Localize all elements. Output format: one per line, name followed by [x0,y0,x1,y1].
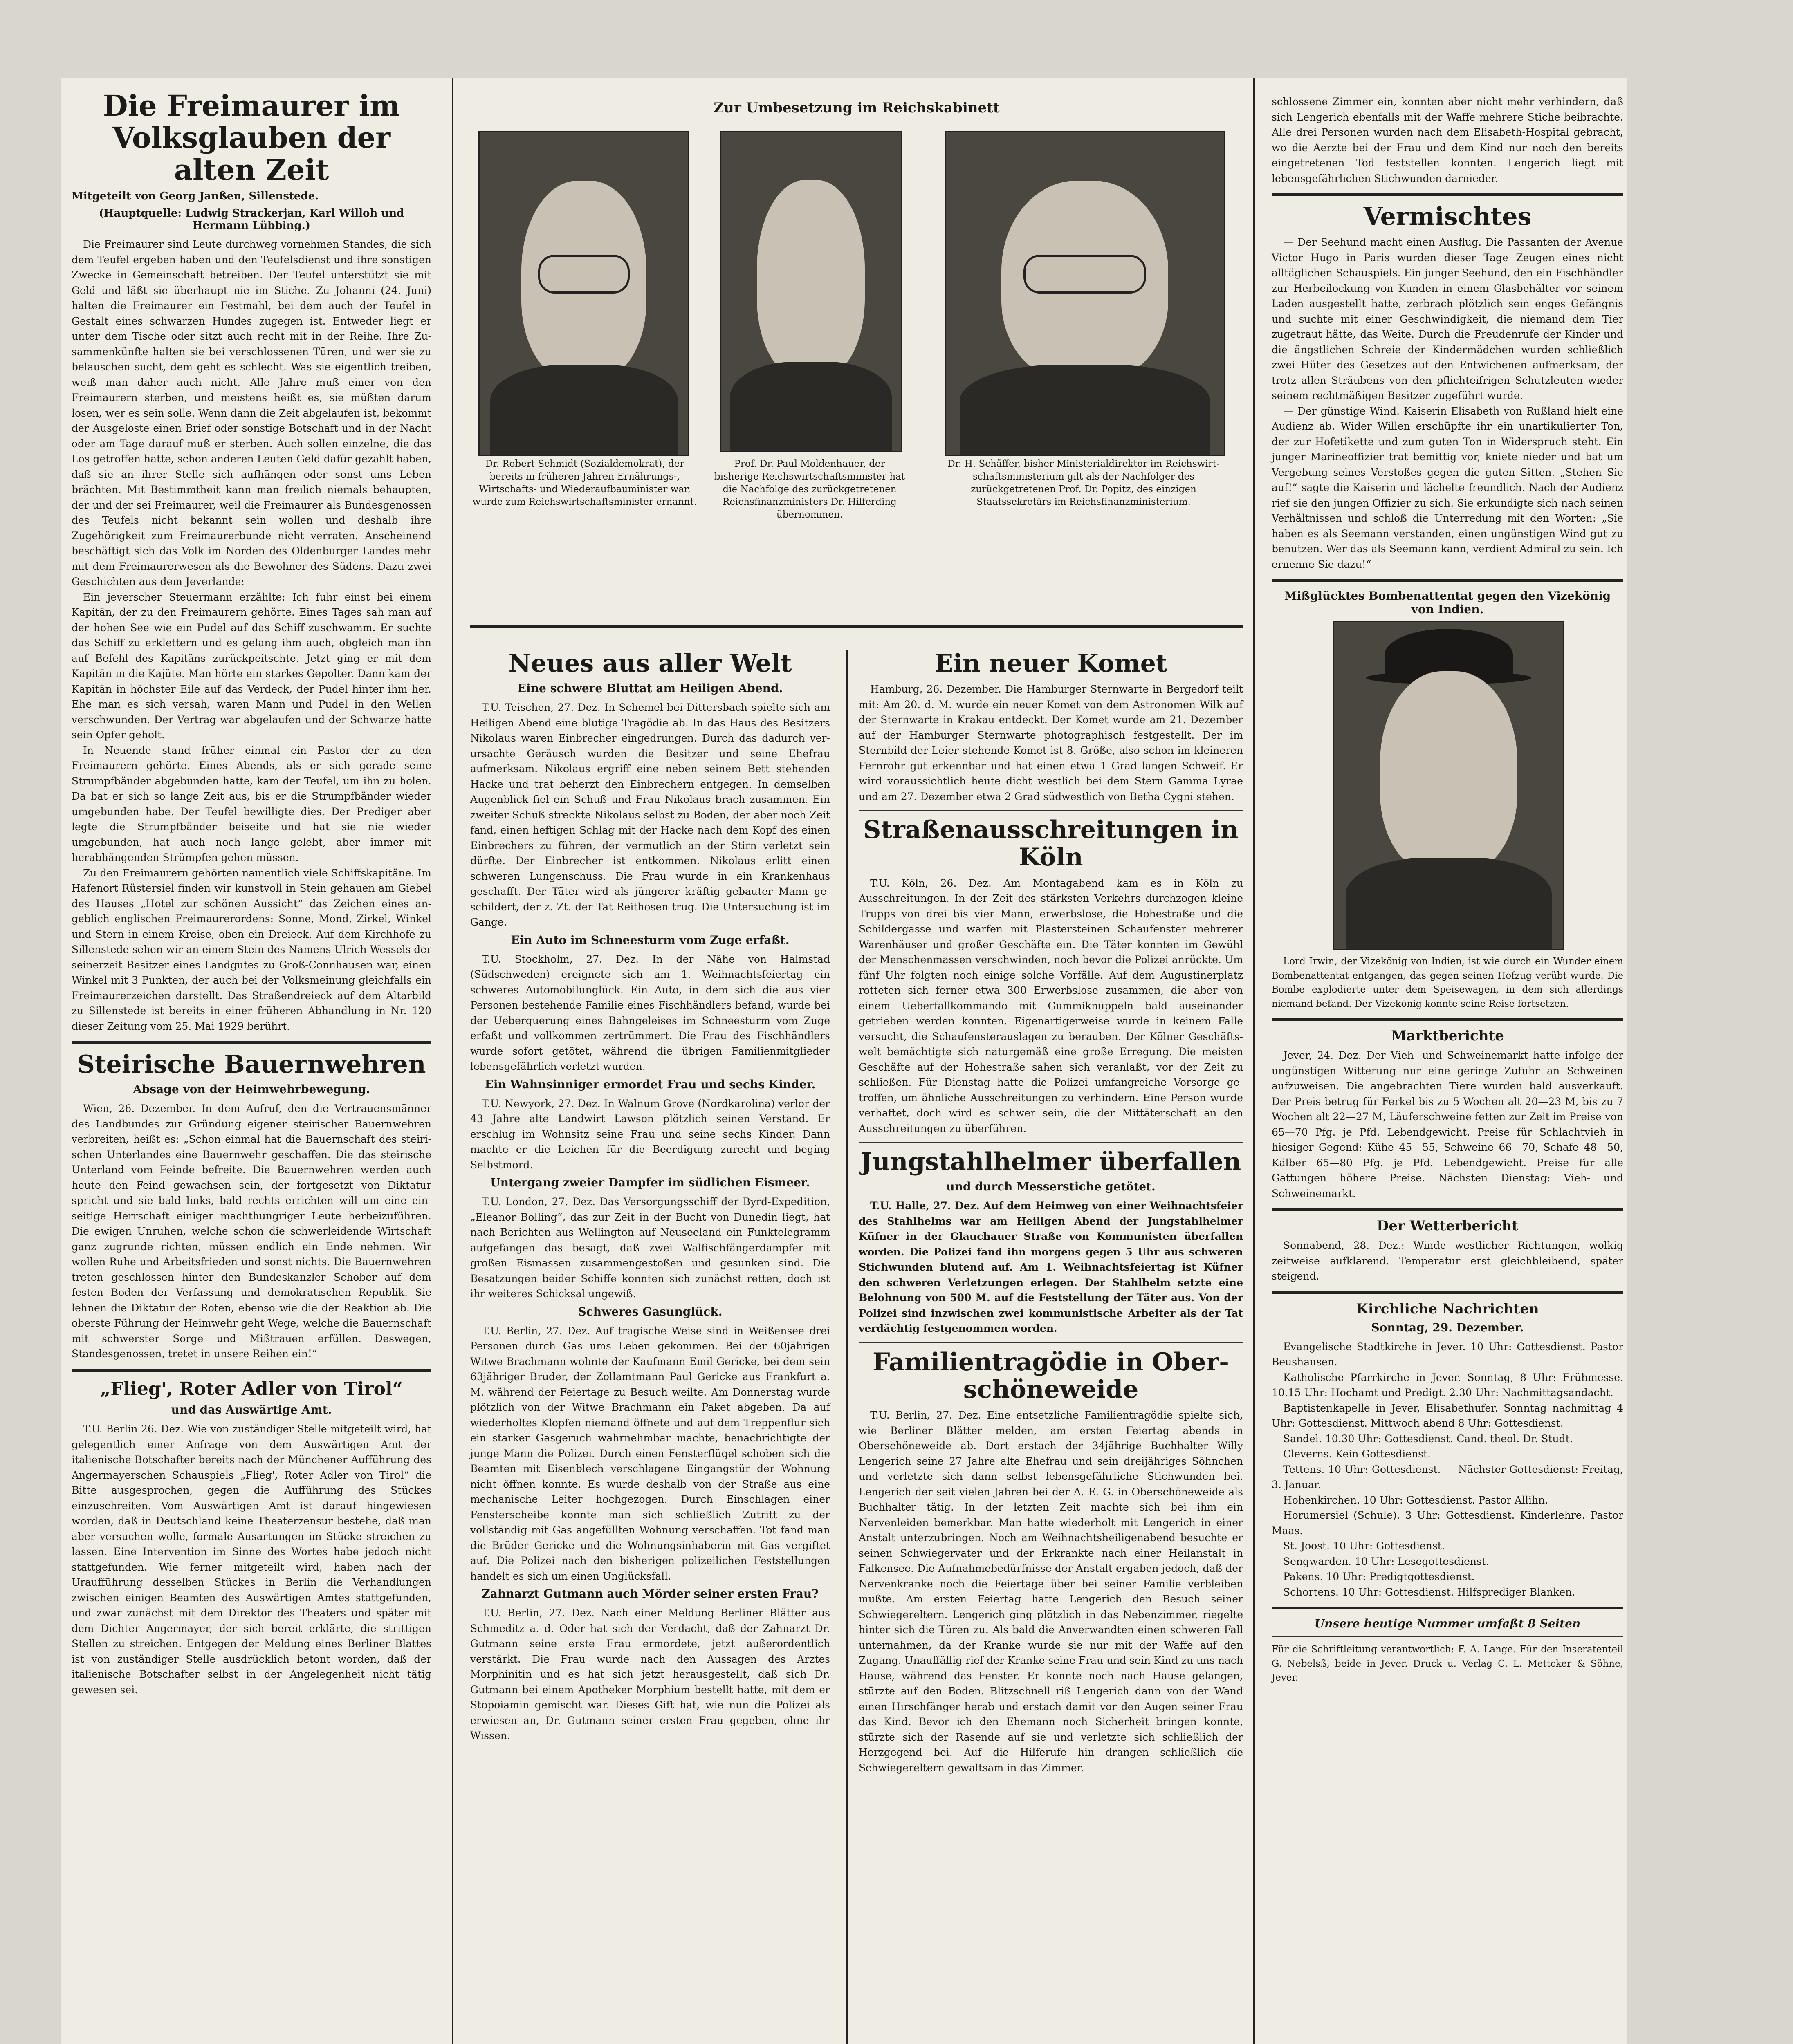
section-divider [1272,1208,1623,1211]
article-body: T.U. Newyork, 27. Dez. In Walnum Grove (Nordkarolina) verlor der 43 Jahre alte Landwirt Lawson plötzlich seinen Verstand. Er erschlug im Wohnsitz seine Frau und seine sechs Kinder. Dann machte er die Leichen für die Beerdigung zurecht und beging Selbstmord. [470,1097,830,1171]
issue-notice: Unsere heutige Nummer umfaßt 8 Seiten [1314,1617,1581,1631]
subheadline: Untergang zweier Dampfer im südlichen Eismeer. [490,1176,810,1190]
portrait-photo [478,131,689,456]
article-body: T.U. London, 27. Dez. Das Versorgungsschiff der Byrd-Expedition, „Eleanor Bolling“, das zur Zeit in der Bucht von Dunedin liegt, hat nach Berichten aus Wellington auf Neuseeland ein Funktelegramm aufgefangen das besagt, daß zwei Walfischfängerdampfer mit großen Eismassen zusammengestoßen und gesunken sind. Die Besatzungen beider Schiffe konnten sich zunächst retten, doch ist ihr weiteres Schicksal ungewiß. [470,1196,830,1300]
headline-komet: Ein neuer Komet [934,649,1167,678]
article-body: T.U. Halle, 27. Dez. Auf dem Heimweg von einer Weihnachtsfeier des Stahlhelms war am Heiligen Abend der Jungstahlhelmer Küfner in der Glauchauer Straße von Kommunisten überfallen worden. Die Polizei fand ihn morgens gegen 5 Uhr aus schweren Stichwunden blutend auf. Am 1. Weihnachtsfeiertag ist Küfner den schweren Verletzungen erlegen. Der Stahlhelm setzte eine Belohnung von 500 M. auf die Feststellung der Täter aus. Von der Polizei sind inzwischen zwei kommunistische Arbeiter als der Tat verdächtig festgenommen worden. [859,1200,1243,1335]
subheadline: Ein Auto im Schneesturm vom Zuge erfaßt. [511,933,790,947]
section-divider [72,1369,431,1372]
article-body: Sonnabend, 28. Dez.: Winde westlicher Richtungen, wolkig zeitweise aufklarend. Temperatur erst gleichbleibend, später steigend. [1272,1239,1623,1282]
photo-caption: Lord Irwin, der Vizekönig von Indien, ist wie durch ein Wunder einem Bombenattentat entgangen, das gegen seinen Hofzug verübt wurde. Die Bombe explodierte unter dem Speisewagen, in dem sich allerdings niemand befand. Der Vizekönig konnte seine Reise fortsetzen. [1272,956,1623,1009]
article-body: T.U. Köln, 26. Dez. Am Montagabend kam es in Köln zu Ausschreitungen. In der Zeit des stärksten Verkehrs durchzogen kleine Trupps von drei bis vier Mann, erwerbslose, die Hohestraße und die Schildergasse und warfen mit Plastersteinen Schaufenster mehrerer Warenhäuser und großer Geschäfte ein. Die Täter konnten im Gewühl der Menschenmassen verschwinden, noch bevor die Polizei anrückte. Um fünf Uhr folgten noch einige solche Vorfälle. Auf dem Augustinerplatz rotteten sich ferner etwa 300 Erwerbslose zusammen, die aber von einem Ueberfallkommando mit Gummiknüppeln bald auseinander getrieben werden konnten. Eigenartigerweise wurde in keinem Falle versucht, die Schaufensterauslagen zu berauben. Der Kölner Geschäftswelt bemächtigte sich naturgemäß eine große Erregung. Die meisten Geschäfte auf der Hohestraße sahen sich veranlaßt, vor der Zeit zu schließen. Für Dienstag hatte die Polizei umfangreiche Vorsorge getroffen, um ähnliche Ausschreitungen zu verhindern. Eine Person wurde verhaftet, doch wird es schwer sein, die der Mittäterschaft an den Ausschreitungen zu überführen. [859,877,1243,1134]
church-listing: Evangelische Stadtkirche in Jever. 10 Uhr: Gottesdienst. Pastor Beushausen. Katholische Pfarrkirche in Jever. Sonntag, 8 Uhr: Frühmesse. 10.15 Uhr: Hochamt und Predigt. 2.30 Uhr: Nachmittagsandacht. Baptistenkapelle in Jever, Elisabethufer. Sonntag nachmittag 4 Uhr: Gottesdienst. Mittwoch abend 8 Uhr: Gottesdienst. Sandel. 10.30 Uhr: Gottesdienst. Cand. theol. Dr. Studt. Cleverns. Kein Gottesdienst. Tettens. 10 Uhr: Gottesdienst. — Nächster Gottesdienst: Freitag, 3. Januar. Hohenkirchen. 10 Uhr: Gottesdienst. Pastor Allihn. Horumersiel (Schule). 3 Uhr: Gottesdienst. Kinderlehre. Pastor Maas. St. Joost. 10 Uhr: Gottesdienst. Sengwarden. 10 Uhr: Lesegottesdienst. Pakens. 10 Uhr: Predigtgottesdienst. Schortens. 10 Uhr: Gottesdienst. Hilfsprediger Blanken. [1272,1340,1623,1598]
column-rule [452,78,453,2044]
section-divider [859,1342,1243,1343]
article-body: T.U. Berlin 26. Dez. Wie von zuständiger Stelle mitgeteilt wird, hat gelegentlich einer Anfrage von dem Auswärtigen Amt der italienische Botschafter bereits nach der Münchener Aufführung des Angermayerschen Schauspiels „Flieg', Roter Adler von Tirol“ die Bitte ausgesprochen, gegen die Aufführung des Stückes einzuschreiten. Vom Auswärtigen Amt ist darauf hingewiesen worden, daß in Deutschland keine Theaterzensur bestehe, daß man aber versuchen wolle, formale Ausartungen im Stücke streichen zu lassen. Eine Intervention im Sinne des Wortes habe jedoch nicht stattgefunden. Wie ferner mitgeteilt wird, haben nach der Uraufführung desselben Stückes in Berlin die Verhandlungen zwischen einigen Beamten des Auswärtigen Amtes stattgefunden, und zwar zunächst mit dem Direktor des Theaters und später mit dem Dichter Angermayer, der sich bereit erklärte, die strittigen Stellen zu streichen. Entgegen der Meldung eines Berliner Blattes ist von zuständiger Stelle ausdrücklich betont worden, daß der italienische Botschafter selbst in der Angelegenheit nicht tätig gewesen sei. [72,1423,431,1696]
imprint: Für die Schriftleitung verantwortlich: F. A. Lange. Für den Inseratenteil G. Nebelsß, beide in Jever. Druck u. Verlag C. L. Mettcker & Söhne, Jever. [1272,1644,1623,1683]
section-divider [1272,1607,1623,1609]
article-body: Die Freimaurer sind Leute durchweg vornehmen Standes, die sich dem Teufel ergeben haben und den Teufelsdienst und ihre sonstigen Zwecke in Gemeinschaft betreiben. Der Teufel unterstützt sie mit Geld und läßt sie überhaupt nie im Stiche. Zu Johanni (24. Juni) halten die Freimaurer ein Festmahl, bei dem auch der Teufel in Gestalt eines schwarzen Hundes zugegen ist. Entweder liegt er unter dem Tische oder sitzt auch recht mit in der Reihe. Ihre Zusammenkünfte halten sie bei verschlossenen Türen, und wer sie zu belauschen sucht, dem geht es schlecht. Was sie eigentlich treiben, weiß man daher auch nicht. Alle Jahre muß einer von den Freimaurern sterben, und meistens heißt es, sie müßten darum losen, wer es sein solle. Wenn dann die Zeit abgelaufen ist, bekommt der Ausgeloste einen Brief oder sonstige Botschaft und in der Nacht oder am Tage darauf muß er sterben. Auch sollen einzelne, die das Los getroffen hatte, schon anderen Leuten Geld dafür gezahlt haben, daß sie an ihrer Stelle sich aufhängen oder sonst ums Leben brächten. Mit Bestimmtheit kann man freilich niemals behaupten, der und der sei Freimaurer, weil die Freimaurer als Bundesgenossen des Teufels nicht bekannt sein wollen und deshalb ihre Zugehörigkeit zum Freimaurerbunde nicht verraten. Anscheinend beschäftigt sich das Volk im Norden des Oldenburger Landes mehr mit dem Freimaurerwesen als die Bewohner des Südens. Dazu zwei Geschichten aus dem Jeverlande: Ein jeverscher Steuermann erzählte: Ich fuhr einst bei einem Kapitän, der zu den Freimaurern gehörte. Eines Tages sah man auf der hohen See wie ein Pudel auf das Schiff zuschwamm. Er suchte das Schiff zu erklettern und es gelang ihm auch, obgleich man ihn auf Befehl des Kapitäns zurückpeitschte. Jetzt ging er mit dem Kapitän in die Kajüte. Man hörte ein starkes Gepolter. Dann kam der Kapitän in höchster Eile auf das Verdeck, der Pudel hinter ihm her. Ehe man es sich versah, waren Mann und Pudel in den Wellen verschwunden. Der Vertrag war abgelaufen und der Schwarze hatte sein Opfer geholt. In Neuende stand früher einmal ein Pastor der zu den Freimaurern gehörte. Eines Abends, als er sich gerade seine Strumpfbänder abgebunden hatte, kam der Teufel, um ihn zu holen. Da bat er sich so lange Zeit aus, bis er die Strumpfbänder wieder umgebunden habe. Der Teufel bewilligte dies. Der Prediger aber legte die Strumpfbänder beiseite und hat sie nie wieder umgebunden, hat auch noch lange gelebt, aber immer mit herabhängenden Strümpfen gehen müssen. Zu den Freimaurern gehörten namentlich viele Schiffskapitäne. Im Hafenort Rüstersiel finden wir kunstvoll in Stein gehauen am Giebel des Hauses „Hotel zur schönen Aussicht“ das Zeichen eines angeblich englischen Freimaurerordens: Sonne, Mond, Zirkel, Winkel und Stern in einem Kreise, oben ein Dreieck. Auf dem Kirchhofe zu Sillenstede sehen wir an einem Stein des Namens Ulrich Wessels der seinerzeit Besitzer eines Landgutes zu Groß-Connhausen war, einen Winkel mit 3 Punkten, der auch bei der Volksmeinung gleichfalls ein Freimaurerzeichen darstellt. Das Straßendreieck auf dem Altarbild zu Sillenstede ist bereits in einer früheren Abhandlung in Nr. 120 dieser Zeitung vom 25. Mai 1929 berührt. [72,238,431,1032]
headline-markt: Marktberichte [1391,1028,1504,1044]
column-rule [1253,78,1255,2044]
headline-steirische: Steirische Bauernwehren [77,1050,426,1079]
subheadline: Absage von der Heimwehrbewegung. [133,1083,370,1096]
headline-kirche: Kirchliche Nachrichten [1356,1300,1539,1317]
section-divider [470,625,1243,628]
subheadline: Schweres Gasunglück. [578,1304,723,1318]
column-3 [1272,78,1623,1688]
headline-freimaurer: Die Freimaurer im Volksglauben der alten Zeit [103,89,400,187]
photo-header: Zur Umbesetzung im Reichskabinett [714,100,1000,116]
photo-caption: Dr. H. Schäffer, bisher Ministerialdirektor im Reichswirtschaftsministerium gilt als der Nachfolger des zurückgetretenen Prof. Dr. Popitz, des einzigen Staatssekretärs im Reichsfinanzministerium. [947,459,1220,508]
section-divider [1272,579,1623,582]
photo-caption: Prof. Dr. Paul Moldenhauer, der bisherige Reichswirtschaftsminister hat die Nachfolge des zurückgetretenen Reichsfinanzministers Dr. Hilferding übernommen. [714,459,905,520]
photo-caption: Dr. Robert Schmidt (Sozialdemokrat), der bereits in früheren Jahren Ernährungs-, Wirtschafts- und Wiederaufbauminister war, wurde zum Reichswirtschaftsminister ernannt. [472,459,697,508]
article-body: — Der Seehund macht einen Ausflug. Die Passanten der Avenue Victor Hugo in Paris wurden dieser Tage Zeugen eines nicht alltäglichen Schauspiels. Ein junger Seehund, den ein Fischhändler zur Herbeilockung von Kunden in einem Glasbehälter vor seinem Laden ausgestellt hatte, zerbrach plötzlich sein enges Gefängnis und suchte mit einer Geschwindigkeit, die niemand dem Tier zugetraut hätte, das Weite. Durch die Freudenrufe der Kinder und die ängstlichen Schreie der Kindermädchen wurden schließlich zwei Hüter des Gesetzes auf den Entwichenen aufmerksam, der trotz allen Sträubens von den pflichteifrigen Schutzleuten wieder seinem rechtmäßigen Besitzer zugeführt wurde. — Der günstige Wind. Kaiserin Elisabeth von Rußland hielt eine Audienz ab. Wider Willen erschüpfte ihr ein unartikulierter Ton, der zur Hofetikette und zum guten Ton in Widerspruch steht. Ein junger Marineoffizier trat bemittig vor, kniete nieder und bat um Vergebung seines Verstoßes gegen die guten Sitten. „Stehen Sie auf!“ sagte die Kaiserin und lächelte freundlich. Nach der Audienz rief sie den jungen Offizier zu sich. Sie erkundigte sich nach seinen Verhältnissen und schloß die Unterredung mit den Worten: „Sie haben es als Seemann verstanden, einen ungünstigen Wind gut zu benutzen. Wer das als Seemann kann, verdient Admiral zu sein. Ich ernenne Sie dazu!“ [1272,236,1623,570]
column-rule [846,650,848,2044]
column-1 [72,78,431,1701]
section-divider [859,810,1243,811]
subheadline: Eine schwere Bluttat am Heiligen Abend. [517,681,783,695]
subheadline: Sonntag, 29. Dezember. [1371,1320,1524,1334]
subheadline: und das Auswärtige Amt. [171,1403,332,1417]
article-body: T.U. Berlin, 27. Dez. Auf tragische Weise sind in Weißensee drei Personen durch Gas ums Leben gekommen. Bei der 60jährigen Witwe Brachmann wohnte der Kaufmann Emil Gericke, bei dem sein 63jähriger Bruder, der Zollamtmann Paul Gericke aus Frankfurt a. M. während der Feiertage zu Besuch weilte. Am Donnerstag wurde plötzlich von der Witwe Brachmann ein Paket abgeben. Da auf wiederholtes Klopfen niemand öffnete und auf dem Treppenflur sich ein starker Gasgeruch wahrnehmbar machte, benachrichtigte der junge Mann die Polizei. Durch einen Fensterflügel schoben sich die Beamten mit Eisenblech verschlagene Eingangstür der Wohnung nicht öffnen konnte. Es wurde deshalb von der Straße aus eine mechanische Leiter hochgezogen. Durch Einschlagen einer Fensterscheibe konnte man sich schließlich Zutritt zu der vollständig mit Gas angefüllten Wohnung verschaffen. Tot fand man die Brüder Gericke und die Wohnungsinhaberin mit Gas vergiftet auf. Die Polizei nach den bisherigen polizeilichen Feststellungen handelt es sich um einen Unglücksfall. [470,1325,830,1582]
headline-jungstahlhelm: Jungstahlhelmer überfallen [860,1148,1241,1177]
section-divider [1272,1636,1623,1637]
photo-headline: Mißglücktes Bombenattentat gegen den Vizekönig von Indien. [1284,589,1611,616]
portrait-photo-irwin [1333,621,1564,950]
article-body: Hamburg, 26. Dezember. Die Hamburger Sternwarte in Bergedorf teilt mit: Am 20. d. M. wurde ein neuer Komet von dem Astronomen Wilk auf der Sternwarte in Krakau entdeckt. Der Komet wurde am 21. Dezember auf der Hamburger Sternwarte photographisch festgestellt. Der im Sternbild der Leier stehende Komet ist 8. Größe, also schon im kleineren Fernrohr gut erkennbar und hat einen etwa 1 Grad langen Schweif. Er wird voraussichtlich heute dicht westlich bei dem Stern Gamma Lyrae und am 27. Dezember etwa 2 Grad südwestlich von Betha Cygni stehen. [859,683,1243,802]
photo-section [470,78,1243,520]
article-body: Wien, 26. Dezember. In dem Aufruf, den die Vertrauensmänner des Landbundes zur Gründung eigener steirischer Bauernwehren verbreiten, heißt es: „Schon einmal hat die Bauernschaft des steirischen Unterlandes eine Bauernwehr geschaffen. Die das steirische Unterland vom Feinde befreite. Die Bauernwehren werden auch heute den Feind gewachsen sein, der fortgesetzt von Diktatur spricht und sie bald links, bald rechts errichten will um eine einseitige Herrschaft einiger machthungriger Leute herbeizuführen. Die ewigen Unruhen, welche schon die schwerleidende Wirtschaft ganz zugrunde richten, müssen endlich ein Ende nehmen. Wir wollen Ruhe und Arbeitsfrieden und sonst nichts. Die Bauernwehren treten geschlossen hinter den Bundeskanzler Schober auf dem festen Boden der Verfassung und demokratischen Republik. Sie lehnen die Diktatur der Roten, ebenso wie die der Reaktion ab. Die oberste Führung der Heimwehr geht Wege, welche die Bauernschaft mit schwerster Sorge und Mißtrauen erfüllen. Deswegen, Standesgenossen, tretet in unsere Reihen ein!“ [72,1103,431,1360]
subheadline: und durch Messerstiche getötet. [946,1180,1156,1194]
article-body: T.U. Teischen, 27. Dez. In Schemel bei Dittersbach spielte sich am Heiligen Abend eine blutige Tragödie ab. In das Haus des Besitzers Nikolaus waren Einbrecher eingedrungen. Durch das dadurch verursachte Geräusch wurden die Besitzer und seine Ehefrau aufmerksam. Nikolaus ergriff eine neben seinem Bett stehenden Hacke und trat beherzt den Einbrechern entgegen. In demselben Augenblick fiel ein Schuß und Frau Nikolaus brach zusammen. Ein zweiter Schuß streckte Nikolaus selbst zu Boden, der aber noch Zeit fand, einen heftigen Schlag mit der Hacke nach dem Kopf des einen Einbrechers zu führen, der vermutlich an der Stirn verletzt sein dürfte. Der Einbrecher ist entkommen. Nikolaus erlitt einen schweren Lungenschuss. Die Frau wurde in ein Krankenhaus geschafft. Der Täter wird als jüngerer kräftig gebauter Mann geschildert, der z. Zt. der Tat Reithosen trug. Die Untersuchung ist im Gange. [470,702,830,928]
article-body: Jever, 24. Dez. Der Vieh- und Schweinemarkt hatte infolge der ungünstigen Witterung nur eine geringe Zufuhr an Schweinen aufzuweisen. Die angebrachten Tiere wurden bald ausverkauft. Der Preis betrug für Ferkel bis zu 5 Wochen alt 20—23 M, bis zu 7 Wochen alt 22—27 M, Läuferschweine fetten zur Zeit im Preise von 65—70 Pfg. je Pfd. Lebendgewicht. Preise für Schlachtvieh in hiesiger Gegend: Kühe 45—55, Schweine 66—70, Schafe 48—50, Kälber 65—80 Pfg. je Pfd. Lebendgewicht. Preise für alle Gattungen höhere Preise. Nächsten Dienstag: Vieh- und Schweinemarkt. [1272,1049,1623,1199]
portrait-photo [720,131,902,452]
portrait-photo [945,131,1225,456]
headline-wetter: Der Wetterbericht [1376,1218,1519,1235]
article-body: schlossene Zimmer ein, konnten aber nicht mehr verhindern, daß sich Lengerich ebenfalls mit der Waffe mehrere Stiche beibrachte. Alle drei Personen wurden nach dem Elisabeth-Hospital gebracht, wo die Aerzte bei der Frau und dem Kind nur noch den bereits eingetretenen Tod feststellen konnten. Lengerich liegt mit lebensgefährlichen Stichwunden darnieder. [1272,96,1623,184]
byline: Mitgeteilt von Georg Janßen, Sillenstede. [72,190,319,203]
section-divider [1272,1018,1623,1021]
subheadline: Ein Wahnsinniger ermordet Frau und sechs Kinder. [485,1077,816,1091]
section-divider [72,1041,431,1044]
column-2a [470,650,830,1747]
newspaper-page [61,78,1627,2044]
headline-familie: Familientragödie in Oberschöneweide [872,1347,1230,1404]
article-body: T.U. Stockholm, 27. Dez. In der Nähe von Halmstad (Südschweden) ereignete sich am 1. Weihnachtsfeiertag ein schweres Automobilunglück. Ein Auto, in dem sich die aus vier Personen bestehende Familie eines Fischhändlers befand, wurde bei der Ueberquerung eines Bahngeleises im Schneesturm vom Zuge erfaßt und vollkommen zertrümmert. Die Frau des Fischhändlers wurde sofort getötet, während die übrigen Familienmitglieder lebensgefährlich verletzt wurden. [470,953,830,1073]
section-divider [1272,193,1623,196]
headline-koeln: Straßenausschreitungen in Köln [863,816,1239,872]
section-divider [859,1142,1243,1143]
article-body: T.U. Berlin, 27. Dez. Nach einer Meldung Berliner Blätter aus Schmeditz a. d. Oder hat sich der Verdacht, daß der Zahnarzt Dr. Gutmann seine erste Frau ermordete, jetzt außerordentlich verstärkt. Die Frau wurde nach den Aussagen des Arztes Morphinitin und es hat sich jetzt herausgestellt, daß sich Dr. Gutmann bei einem Apotheker Morphium bestellt hatte, mit dem er Stopoiamin gemischt war. Dieses Gift hat, wie nun die Polizei als erwiesen an, Dr. Gutmann seiner ersten Frau gegeben, ohne ihr Wissen. [470,1607,830,1742]
section-divider [1272,1291,1623,1294]
source-credit: (Hauptquelle: Ludwig Strackerjan, Karl Willoh und Hermann Lübbing.) [99,207,404,232]
column-2b [859,650,1243,1779]
headline-flieg: „Flieg', Roter Adler von Tirol“ [100,1378,403,1399]
headline-neues: Neues aus aller Welt [508,649,792,678]
article-body: T.U. Berlin, 27. Dez. Eine entsetzliche Familientragödie spielte sich, wie Berliner Blätter melden, am ersten Feiertag abends in Oberschöneweide ab. Dort erstach der 34jährige Buchhalter Willy Lengerich seine 27 Jahre alte Ehefrau und sein dreijähriges Söhnchen und verletzte sich dann selbst lebensgefährliche Stichwunden bei. Lengerich der seit vielen Jahren bei der A. E. G. in Oberschöneweide als Buchhalter tätig. In der letzten Zeit machte sich bei ihm ein Nervenleiden bemerkbar. Man hatte wiederholt mit Lengerich in einer Anstalt unterzubringen. Noch am Weihnachtsheiligenabend besuchte er seinen Schwiegervater und der Erkrankte nach einer Heilanstalt in Falkensee. Die Aufnahmebedürfnisse der Anstalt ergaben jedoch, daß der Nervenkranke noch die Feiertage über bei seiner Familie verbleiben mußte. Am ersten Feiertag hatte Lengerich den Besuch seiner Schwiegereltern. Lengerich ging plötzlich in das Nebenzimmer, riegelte hinter sich die Türen zu. Als bald die Anverwandten einen schweren Fall unternahmen, da der Kranke wurde sie nur mit der Waffe auf den Zugang. Unauffällig rief der Kranke seine Frau und sein Kind zu uns nach Hause, während das Fenster. Er konnte noch nach Hause gelangen, stürzte auf den Boden. Blitzschnell riß Lengerich dann von der Wand einen Hirschfänger herab und erstach damit vor den Augen seiner Frau das Kind. Bevor ich den Ehemann noch Sicherheit bringen konnte, stürzte sich der Rasende auf sie und verletzte sich schließlich der Herzgegend bei. Auf die Hilferufe hin drangen schließlich die Schwiegereltern gewaltsam in das Zimmer. [859,1409,1243,1774]
subheadline: Zahnarzt Gutmann auch Mörder seiner ersten Frau? [482,1587,819,1601]
headline-vermischtes: Vermischtes [1363,202,1532,231]
